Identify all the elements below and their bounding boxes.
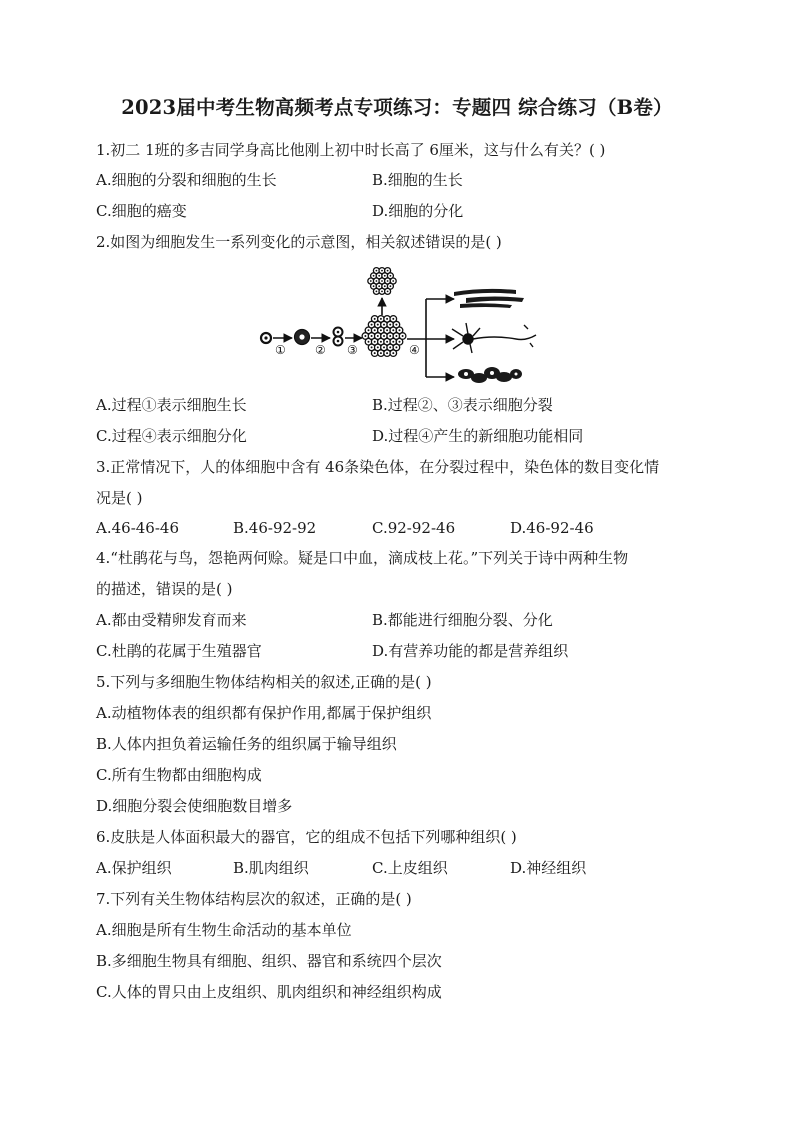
single-cell-small — [261, 333, 271, 343]
question-3-option-d: D.46-92-46 — [510, 519, 594, 537]
question-7-option-a: A.细胞是所有生物生命活动的基本单位 — [96, 921, 352, 939]
question-1-stem: 1.初二 1班的多吉同学身高比他刚上初中时长高了 6厘米，这与什么有关？( ) — [96, 141, 606, 159]
question-3-option-a: A.46-46-46 — [96, 519, 179, 537]
question-6-option-d: D.神经组织 — [510, 859, 587, 877]
two-cells — [334, 328, 343, 346]
question-6-option-c: C.上皮组织 — [372, 859, 448, 877]
question-6-stem: 6.皮肤是人体面积最大的器官，它的组成不包括下列哪种组织( ) — [96, 828, 517, 846]
question-3-option-c: C.92-92-46 — [372, 519, 456, 537]
tissue-cell-group — [458, 367, 522, 383]
question-5-stem: 5.下列与多细胞生物体结构相关的叙述,正确的是( ) — [96, 673, 432, 691]
question-4-option-c: C.杜鹃的花属于生殖器官 — [96, 642, 262, 660]
muscle-tissue-cells — [454, 289, 524, 308]
question-6-option-b: B.肌肉组织 — [233, 859, 309, 877]
question-7-stem: 7.下列有关生物体结构层次的叙述，正确的是( ) — [96, 890, 412, 908]
process-label-1: ① — [275, 343, 286, 357]
question-2-option-b: B.过程②、③表示细胞分裂 — [372, 396, 553, 414]
question-5-option-c: C.所有生物都由细胞构成 — [96, 766, 262, 784]
question-7-option-c: C.人体的胃只由上皮组织、肌肉组织和神经组织构成 — [96, 983, 442, 1001]
page-title: 2023届中考生物高频考点专项练习：专题四 综合练习（B卷） — [121, 96, 673, 119]
question-3-stem-line-1: 3.正常情况下，人的体细胞中含有 46条染色体，在分裂过程中，染色体的数目变化情 — [96, 458, 660, 476]
cell-mass — [362, 316, 406, 357]
question-6-option-a: A.保护组织 — [96, 859, 172, 877]
question-1-option-d: D.细胞的分化 — [372, 202, 464, 220]
question-2-option-d: D.过程④产生的新细胞功能相同 — [372, 427, 584, 445]
question-2-option-a: A.过程①表示细胞生长 — [96, 396, 247, 414]
question-1-option-a: A.细胞的分裂和细胞的生长 — [96, 171, 277, 189]
question-7-option-b: B.多细胞生物具有细胞、组织、器官和系统四个层次 — [96, 952, 442, 970]
nerve-cell — [452, 323, 536, 353]
question-2-stem: 2.如图为细胞发生一系列变化的示意图，相关叙述错误的是( ) — [96, 233, 502, 251]
cell-process-diagram — [254, 265, 540, 389]
question-5-option-d: D.细胞分裂会使细胞数目增多 — [96, 797, 293, 815]
single-cell-large — [295, 330, 310, 345]
question-3-stem-line-2: 况是( ) — [96, 489, 143, 507]
question-4-option-a: A.都由受精卵发育而来 — [96, 611, 247, 629]
question-2-option-c: C.过程④表示细胞分化 — [96, 427, 247, 445]
question-3-option-b: B.46-92-92 — [233, 519, 317, 537]
question-4-option-d: D.有营养功能的都是营养组织 — [372, 642, 569, 660]
process-label-2: ② — [315, 343, 326, 357]
question-4-stem-line-1: 4.“杜鹃花与鸟，怨艳两何赊。疑是口中血，滴成枝上花。”下列关于诗中两种生物 — [96, 549, 629, 567]
process-label-3: ③ — [347, 343, 358, 357]
question-4-option-b: B.都能进行细胞分裂、分化 — [372, 611, 553, 629]
top-cell-cluster — [368, 268, 396, 295]
question-1-option-c: C.细胞的癌变 — [96, 202, 187, 220]
process-label-4: ④ — [409, 343, 420, 357]
question-4-stem-line-2: 的描述，错误的是( ) — [96, 580, 233, 598]
question-5-option-b: B.人体内担负着运输任务的组织属于输导组织 — [96, 735, 397, 753]
question-1-option-b: B.细胞的生长 — [372, 171, 463, 189]
question-5-option-a: A.动植物体表的组织都有保护作用,都属于保护组织 — [96, 704, 432, 722]
